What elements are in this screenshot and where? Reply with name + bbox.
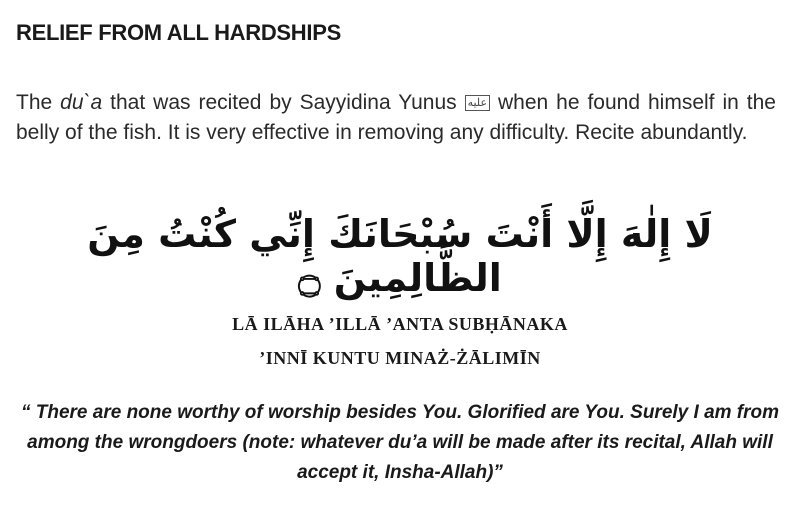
english-translation: “ There are none worthy of worship besides You. Glorified are You. Surely I am from among the wrongdoers (note: whatever du’a will be made after its recital, Allah will accept it, Insha-Allah)”: [20, 402, 780, 483]
intro-paragraph: [16, 88, 776, 148]
intro-italic-dua: du`a: [60, 91, 103, 114]
arabic-dua: لَا إِلٰهَ إِلَّا أَنْتَ سُبْحَانَكَ إِنِّي كُنْتُ مِنَ الظَّالِمِينَ ۝: [87, 212, 713, 300]
section-heading: RELIEF FROM ALL HARDSHIPS: [16, 20, 341, 45]
honorific-symbol: عليه: [465, 95, 490, 111]
intro-text-1: The: [16, 91, 61, 114]
intro-text-2: that was recited by Sayyidina Yunus: [102, 91, 465, 114]
transliteration-line-2: ’INNĪ KUNTU MINAŻ-ŻĀLIMĪN: [259, 348, 541, 368]
transliteration-line-1: LĀ ILĀHA ’ILLĀ ’ANTA SUBḤĀNAKA: [232, 314, 568, 334]
intro-text-3: when he found himself in the belly of the fish. It is very effective in removing any difficulty. Recite abundantly.: [16, 91, 776, 144]
